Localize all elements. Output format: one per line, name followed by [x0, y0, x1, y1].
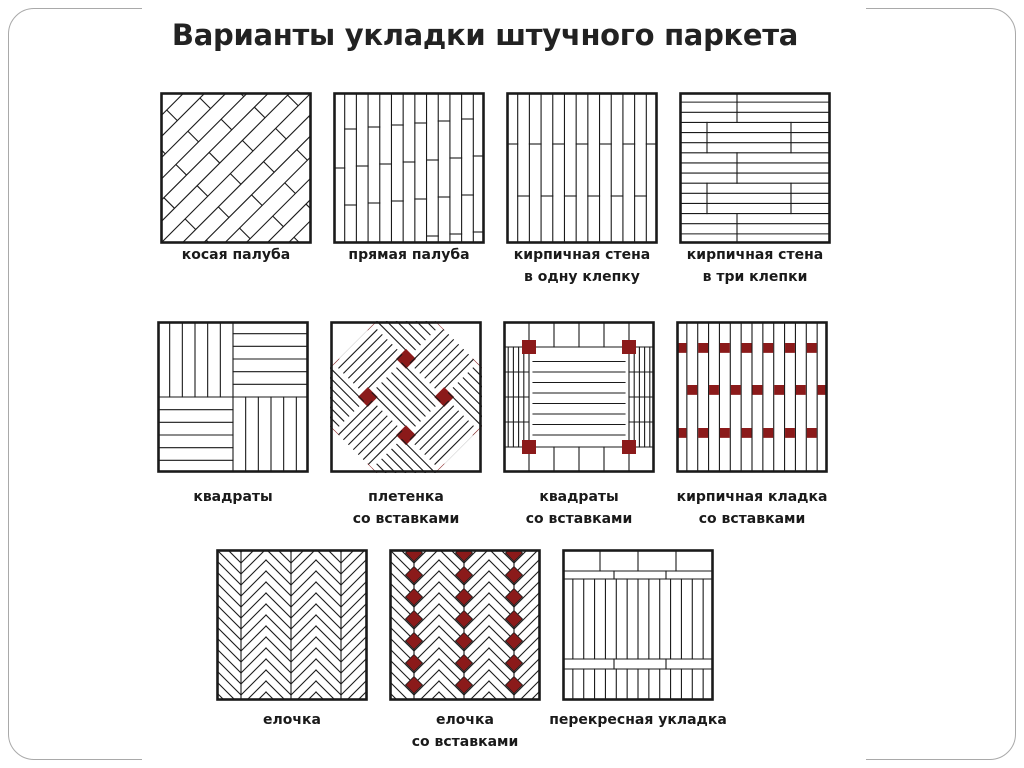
caption-line: кирпичная стена [513, 247, 651, 263]
caption-line: прямая палуба [348, 247, 470, 263]
pattern-kvadraty-vstavki-drawing [503, 321, 655, 473]
pattern-perekrestnaya-drawing [562, 549, 714, 701]
pattern-kvadraty-drawing [157, 321, 309, 473]
caption-pryamaya-paluba [309, 244, 509, 266]
caption-line: со вставками [411, 734, 519, 750]
tile-kirpich-odna [506, 92, 658, 244]
caption-kirpich-odna [482, 244, 682, 288]
caption-pletenka [306, 486, 506, 530]
caption-line: кирпичная кладка [676, 489, 828, 505]
caption-line: кирпичная стена [686, 247, 824, 263]
caption-line: со вставками [525, 511, 633, 527]
pattern-kosaya-paluba-drawing [160, 92, 312, 244]
pattern-kirpich-odna-drawing [506, 92, 658, 244]
tile-kosaya-paluba [160, 92, 312, 244]
tile-kvadraty [157, 321, 309, 473]
caption-line: елочка [436, 712, 494, 728]
caption-line: в одну клепку [524, 269, 640, 285]
tile-kirpich-kladka-vstavki [676, 321, 828, 473]
tile-kvadraty-vstavki [503, 321, 655, 473]
tile-perekrestnaya [562, 549, 714, 701]
caption-line: квадраты [539, 489, 619, 505]
caption-line: квадраты [193, 489, 273, 505]
caption-line: со вставками [352, 511, 460, 527]
caption-line: косая палуба [181, 247, 291, 263]
pattern-pryamaya-paluba-drawing [333, 92, 485, 244]
caption-kvadraty-vstavki [479, 486, 679, 530]
caption-line: перекресная укладка [549, 712, 727, 728]
caption-line: елочка [263, 712, 321, 728]
tile-pryamaya-paluba [333, 92, 485, 244]
pattern-elochka-drawing [216, 549, 368, 701]
caption-line: плетенка [368, 489, 444, 505]
tile-kirpich-tri [679, 92, 831, 244]
caption-elochka-vstavki [365, 709, 565, 753]
page-title: Варианты укладки штучного паркета [171, 18, 799, 52]
pattern-kirpich-tri-drawing [679, 92, 831, 244]
caption-kirpich-tri [655, 244, 855, 288]
pattern-kirpich-kladka-vstavki-drawing [676, 321, 828, 473]
caption-kirpich-kladka-vstavki [652, 486, 852, 530]
tile-pletenka [330, 321, 482, 473]
pattern-elochka-vstavki-drawing [389, 549, 541, 701]
tile-elochka-vstavki [389, 549, 541, 701]
caption-perekrestnaya [538, 709, 738, 731]
tile-elochka [216, 549, 368, 701]
pattern-pletenka-drawing [330, 321, 482, 473]
caption-line: в три клепки [702, 269, 808, 285]
caption-line: со вставками [698, 511, 806, 527]
caption-kosaya-paluba [136, 244, 336, 266]
caption-kvadraty [133, 486, 333, 508]
caption-elochka [192, 709, 392, 731]
